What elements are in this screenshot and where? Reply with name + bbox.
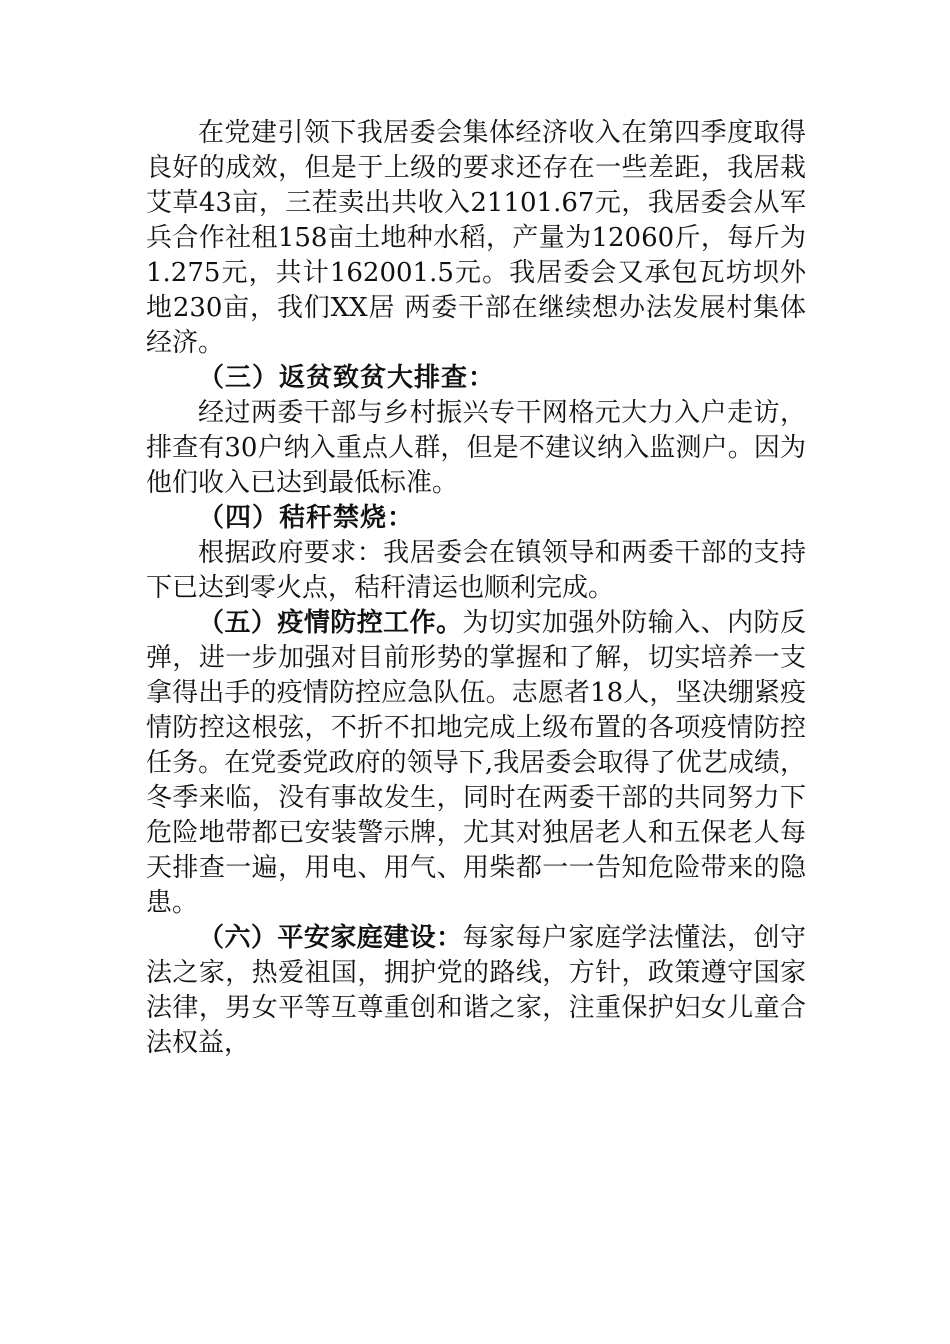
- paragraph-poverty-check: 经过两委干部与乡村振兴专干网格元大力入户走访，排查有30户纳入重点人群，但是不建议纳入监测户。因为他们收入已达到最低标准。: [146, 398, 806, 498]
- heading-epidemic-prevention: （五）疫情防控工作。: [198, 608, 463, 638]
- heading-poverty-check: （三）返贫致贫大排查：: [198, 363, 496, 393]
- heading-straw-burning-ban: （四）秸秆禁烧：: [198, 503, 415, 533]
- paragraph-epidemic-prevention: [146, 606, 806, 921]
- paragraph-safe-family-text: 每家每户家庭学法懂法，创守法之家，热爱祖国，拥护党的路线，方针，政策遵守国家法律，男女平等互尊重创和谐之家，注重保护妇女儿童合法权益，: [146, 923, 806, 1058]
- paragraph-straw-burning-ban: 根据政府要求：我居委会在镇领导和两委干部的支持下已达到零火点，秸秆清运也顺利完成。: [146, 538, 806, 603]
- paragraph-collective-economy: 在党建引领下我居委会集体经济收入在第四季度取得良好的成效，但是于上级的要求还存在一些差距，我居栽艾草43亩，三茬卖出共收入21101.67元，我居委会从军兵合作社租158亩土地种水稻，产量为12060斤，每斤为1.275元，共计162001.5元。我居委会又承包瓦坊坝外地230亩，我们XX居 两委干部在继续想办法发展村集体经济。: [146, 118, 806, 358]
- heading-safe-family: （六）平安家庭建设：: [198, 923, 463, 953]
- paragraph-safe-family: [146, 921, 806, 1061]
- paragraph-epidemic-prevention-text: 为切实加强外防输入、内防反弹，进一步加强对目前形势的掌握和了解，切实培养一支拿得出手的疫情防控应急队伍。志愿者18人，坚决绷紧疫情防控这根弦，不折不扣地完成上级布置的各项疫情防控任务。在党委党政府的领导下,我居委会取得了优艺成绩，冬季来临，没有事故发生，同时在两委干部的共同努力下危险地带都已安装警示牌，尤其对独居老人和五保老人每天排查一遍，用电、用气、用柴都一一告知危险带来的隐患。: [146, 608, 806, 918]
- document-page: [146, 116, 806, 1061]
